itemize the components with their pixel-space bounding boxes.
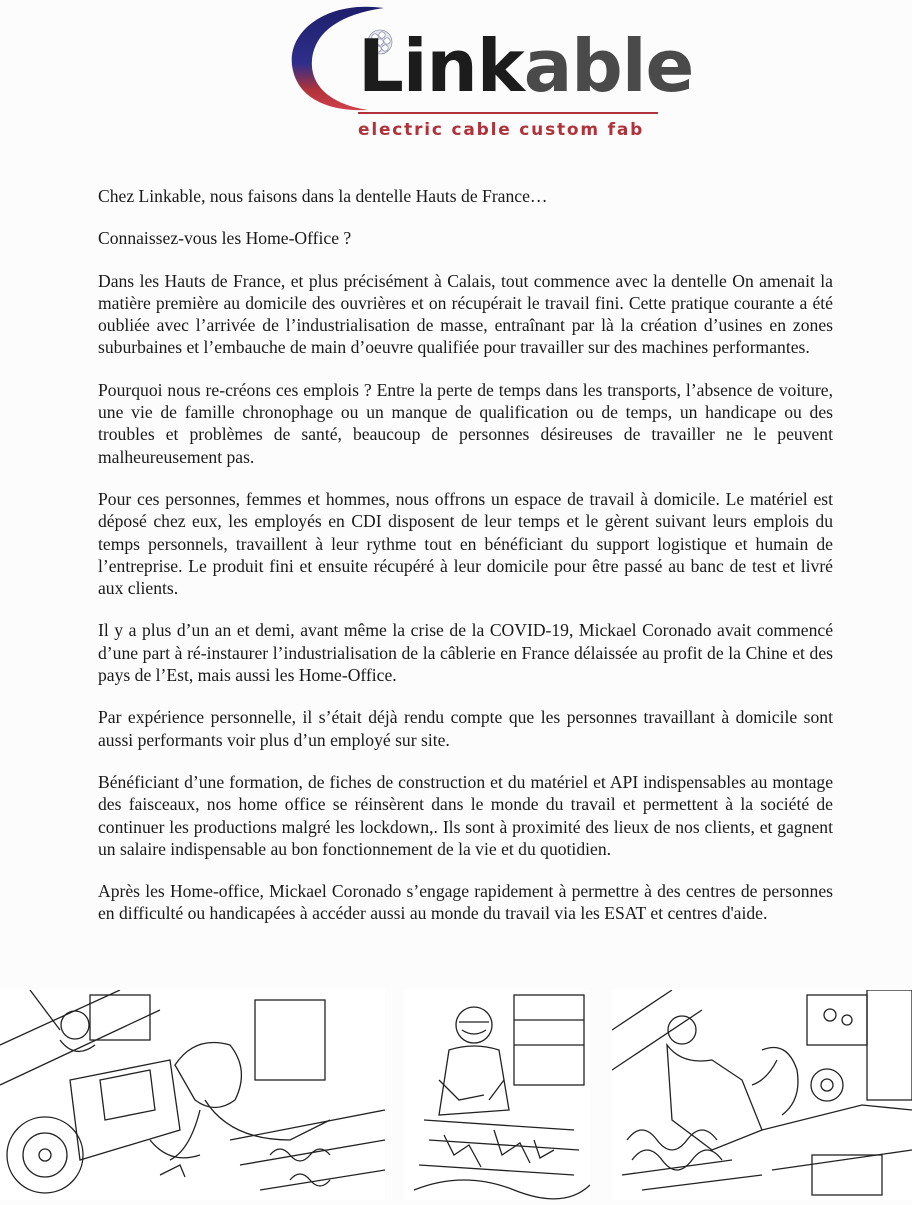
paragraph-covid: Il y a plus d’un an et demi, avant même la crise de la COVID-19, Mickael Coronado avait commencé d’une part à ré-instaurer l’industrialisation de la câblerie en France délaissée au profit de la Chine et des pays de l’Est, mais aussi les Home-Office.: [98, 620, 833, 686]
logo-word-link: Link: [358, 24, 524, 108]
paragraph-esat: Après les Home-office, Mickael Coronado s’engage rapidement à permettre à des centres de personnes en difficulté ou handicapées à accéder aussi au monde du travail via les ESAT et centres d'aide.: [98, 881, 833, 924]
intro-line: Chez Linkable, nous faisons dans la dentelle Hauts de France…: [98, 186, 548, 206]
logo-divider: [358, 112, 658, 114]
logo-word-able: able: [523, 24, 694, 108]
paragraph-offer: Pour ces personnes, femmes et hommes, nous offrons un espace de travail à domicile. Le matériel est déposé chez eux, les employés en CDI disposent de leur temps et le gèrent suivant leurs emplois du temps personnels, travaillent à leur rythme tout en bénéficiant du support logistique et humain de l’entreprise. Le produit fini et ensuite récupéré à leur domicile pour être passé au banc de test et livré aux clients.: [98, 488, 833, 599]
logo-tagline: electric cable custom fab: [358, 120, 645, 140]
question-line: Connaissez-vous les Home-Office ?: [98, 228, 352, 249]
paragraph-why: Pourquoi nous re-créons ces emplois ? Entre la perte de temps dans les transports, l’absence de voiture, une vie de famille chronophage ou un manque de qualification ou de temps, un handicape ou des troubles et problèmes de santé, beaucoup de personnes désireuses de travailler ne le peuvent malheureusement pas.: [98, 379, 833, 467]
paragraph-history: Dans les Hauts de France, et plus précisément à Calais, tout commence avec la dentelle On amenait la matière première au domicile des ouvrières et on récupérait le travail fini. Cette pratique courante a été oubliée avec l’arrivée de l’industrialisation de masse, entraînant par là la création d’usines en zones suburbaines et l’embauche de main d’oeuvre qualifiée pour travailler sur des machines performantes.: [98, 270, 833, 358]
illustration-strip: [0, 990, 912, 1200]
man-assembling-harness-sketch: [404, 990, 590, 1200]
paragraph-experience: Par expérience personnelle, il s’était déjà rendu compte que les personnes travaillant à domicile sont aussi performants voir plus d’un employé sur site.: [98, 707, 833, 750]
paragraph-training: Bénéficiant d’une formation, de fiches de construction et du matériel et API indispensables au montage des faisceaux, nos home office se réinsèrent dans le monde du travail et permettent à la société de continuer les productions malgré les lockdown,. Ils sont à proximité des lieux de nos clients, et gagnent un salaire indispensable au bon fonctionnement de la vie et du quotidien.: [98, 771, 833, 859]
linkable-logo: [288, 0, 694, 150]
woman-at-cable-machine-sketch: [0, 990, 385, 1200]
logo-wordmark: [358, 24, 694, 108]
woman-with-child-and-cables-sketch: [612, 990, 912, 1200]
article-body: [98, 185, 833, 945]
